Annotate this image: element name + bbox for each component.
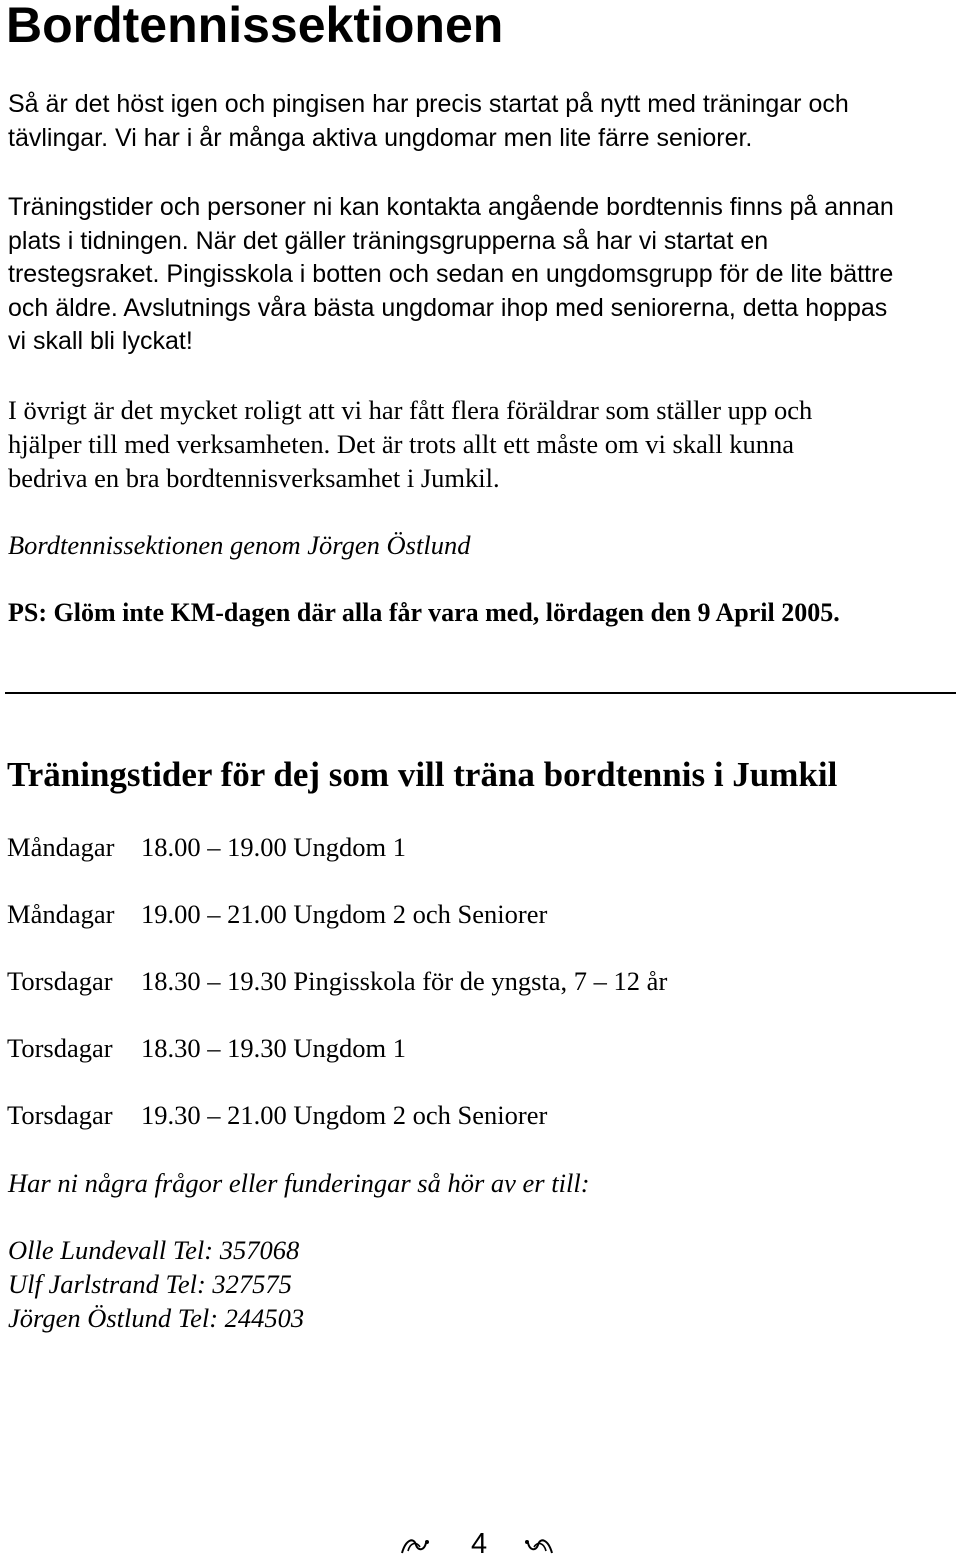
intro-paragraph (8, 88, 849, 155)
contact-item: Ulf Jarlstrand Tel: 327575 (8, 1269, 292, 1299)
training-info-line: plats i tidningen. När det gäller träningsgrupperna så har vi startat en (8, 226, 769, 255)
parents-line: hjälper till med verksamheten. Det är trots allt ett måste om vi skall kunna (8, 429, 794, 459)
intro-line: tävlingar. Vi har i år många aktiva ungdomar men lite färre seniorer. (8, 123, 753, 152)
schedule-day: Torsdagar (7, 1033, 113, 1063)
intro-line: Så är det höst igen och pingisen har precis startat på nytt med träningar och (8, 90, 849, 118)
schedule-heading: Träningstider för dej som vill träna bordtennis i Jumkil (7, 755, 838, 794)
contact-list (8, 1233, 304, 1335)
schedule-row (7, 964, 667, 998)
schedule-detail: 18.00 – 19.00 Ungdom 1 (141, 832, 406, 862)
schedule-detail: 18.30 – 19.30 Ungdom 1 (141, 1033, 406, 1063)
schedule-day: Torsdagar (7, 1100, 113, 1130)
ornament-right-icon (522, 1529, 554, 1567)
training-info-line: trestegsraket. Pingisskola i botten och sedan en ungdomsgrupp för de lite bättre (8, 260, 894, 288)
schedule-row (7, 1031, 406, 1065)
schedule-day: Måndagar (7, 899, 115, 929)
schedule-detail: 19.00 – 21.00 Ungdom 2 och Seniorer (141, 899, 548, 929)
schedule-day: Torsdagar (7, 966, 113, 996)
schedule-row (7, 830, 406, 864)
parents-line: bedriva en bra bordtennisverksamhet i Jumkil. (8, 463, 500, 493)
signature: Bordtennissektionen genom Jörgen Östlund (8, 530, 471, 560)
schedule-row (7, 1098, 547, 1132)
contact-item: Jörgen Östlund Tel: 244503 (8, 1303, 305, 1333)
ps-note: PS: Glöm inte KM-dagen där alla får vara med, lördagen den 9 April 2005. (8, 598, 840, 627)
schedule-day: Måndagar (7, 832, 115, 862)
parents-paragraph (8, 393, 812, 495)
training-info-line: och äldre. Avslutnings våra bästa ungdomar ihop med seniorerna, detta hoppas (8, 293, 888, 322)
page-title: Bordtennissektionen (6, 0, 504, 53)
schedule-detail: 18.30 – 19.30 Pingisskola för de yngsta, 7 – 12 år (141, 966, 668, 996)
schedule-row (7, 897, 547, 931)
training-info-paragraph (8, 191, 894, 359)
page-number: 4 (471, 1528, 488, 1560)
training-info-line: Träningstider och personer ni kan kontakta angående bordtennis finns på annan (8, 193, 894, 221)
page-footer (400, 1525, 560, 1565)
schedule-detail: 19.30 – 21.00 Ungdom 2 och Seniorer (141, 1100, 548, 1130)
contact-item: Olle Lundevall Tel: 357068 (8, 1235, 300, 1265)
training-info-line: vi skall bli lyckat! (8, 327, 193, 355)
parents-line: I övrigt är det mycket roligt att vi har fått flera föräldrar som ställer upp och (8, 395, 813, 425)
divider (5, 692, 956, 694)
ornament-left-icon (400, 1529, 432, 1567)
questions-text: Har ni några frågor eller funderingar så hör av er till: (8, 1168, 590, 1198)
